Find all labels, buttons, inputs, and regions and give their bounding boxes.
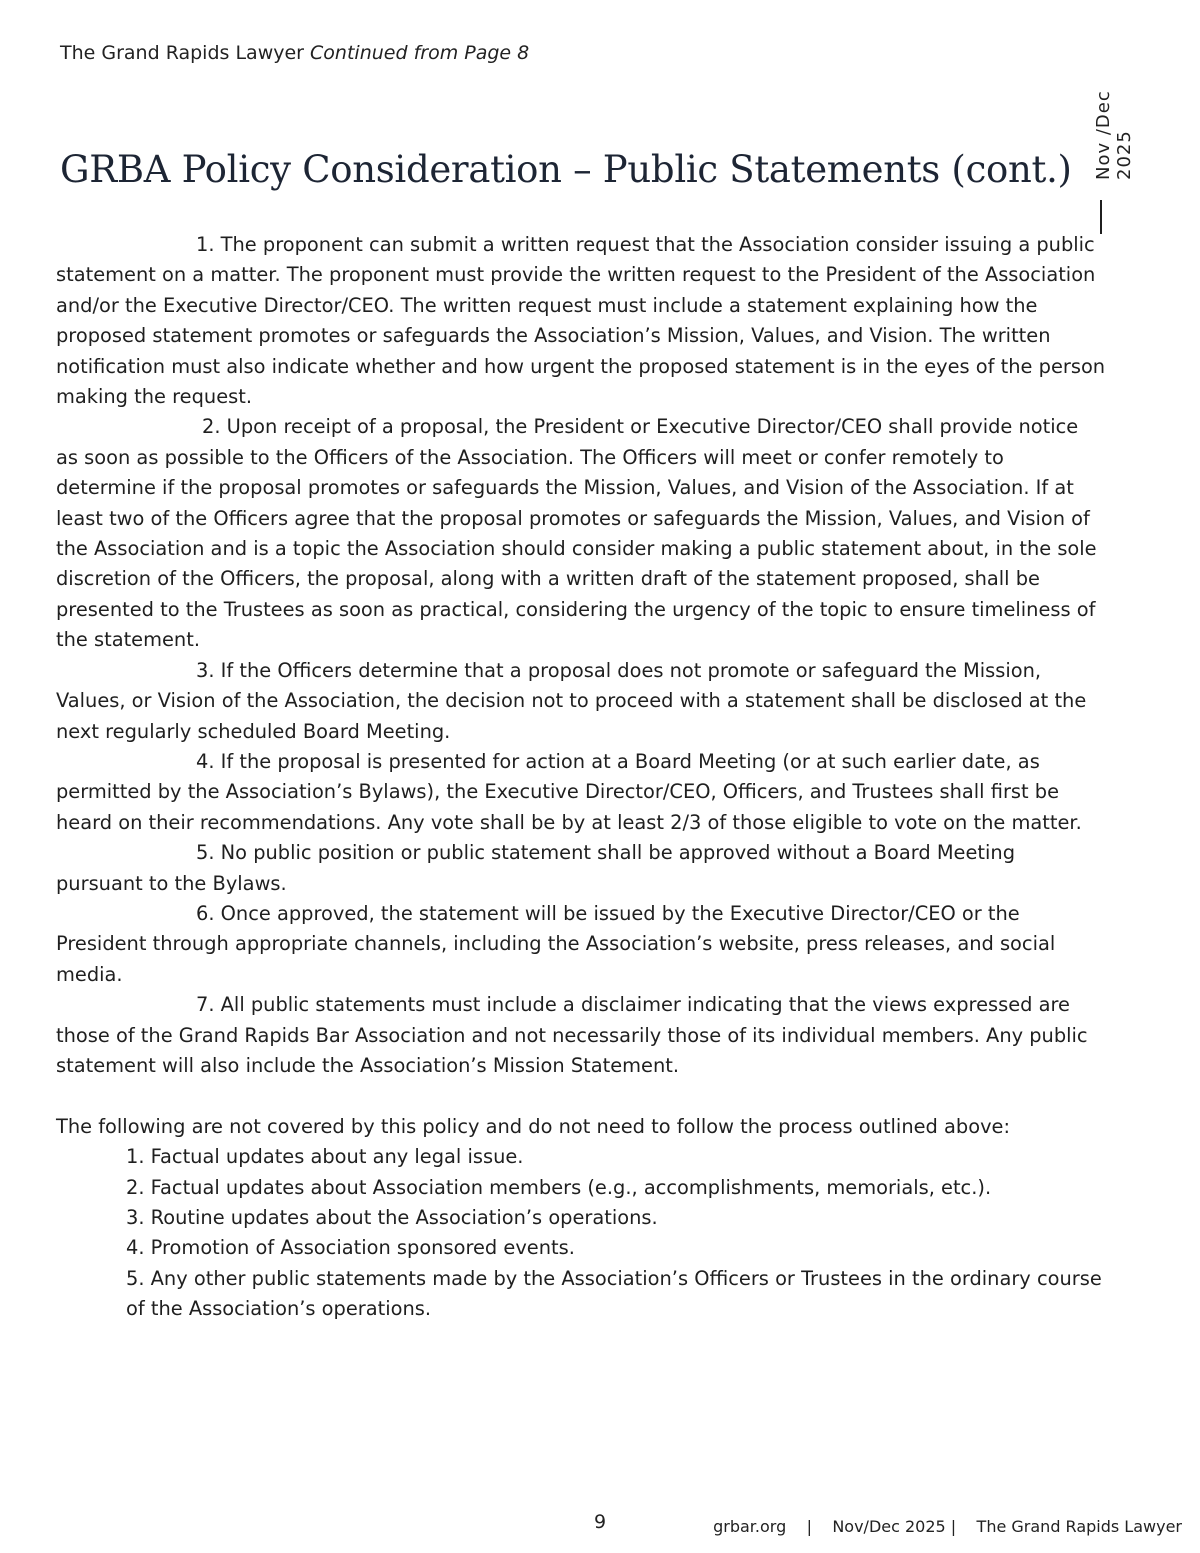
policy-paragraph-1: 1. The proponent can submit a written request that the Association consider issuing a public statement on a matter. The proponent must provide the written request to the President of the Association and/or the Executive Director/CEO. The written request must include a statement explaining how the proposed statement promotes or safeguards the Association’s Mission, Values, and Vision. The written notification must also indicate whether and how urgent the proposed statement is in the eyes of the person making the request.: [56, 233, 1106, 409]
exclusions-intro: The following are not covered by this policy and do not need to follow the process outlined above:: [56, 1114, 1011, 1138]
policy-paragraph-5: 5. No public position or public statement shall be approved without a Board Meeting pursuant to the Bylaws.: [56, 841, 1016, 895]
policy-paragraph-7: 7. All public statements must include a disclaimer indicating that the views expressed are those of the Grand Rapids Bar Association and not necessarily those of its individual members. Any public statement will also include the Association’s Mission Statement.: [56, 993, 1088, 1077]
article-title: GRBA Policy Consideration – Public Statements (cont.): [60, 148, 1072, 191]
side-issue-date: Nov /Dec 2025: [1093, 90, 1135, 180]
policy-paragraph-2: 2. Upon receipt of a proposal, the President or Executive Director/CEO shall provide notice as soon as possible to the Officers of the Association. The Officers will meet or confer remotely to determine if the proposal promotes or safeguards the Mission, Values, and Vision of the Association. If at least two of the Officers agree that the proposal promotes or safeguards the Mission, Values, and Vision of the Association and is a topic the Association should consider making a public statement about, in the sole discretion of the Officers, the proposal, along with a written draft of the statement proposed, shall be presented to the Trustees as soon as practical, considering the urgency of the topic to ensure timeliness of the statement.: [56, 415, 1097, 652]
header-continued: Continued from Page 8: [310, 42, 530, 64]
exclusion-item: 5. Any other public statements made by the Association’s Officers or Trustees in the ordinary course of the Association’s operations.: [126, 1266, 1102, 1321]
policy-paragraph-6: 6. Once approved, the statement will be issued by the Executive Director/CEO or the President through appropriate channels, including the Association’s website, press releases, and social media.: [56, 901, 1056, 986]
side-divider: [1100, 200, 1102, 234]
footer-info: grbar.org | Nov/Dec 2025 | The Grand Rapids Lawyer: [713, 1517, 1182, 1536]
exclusions-list: [56, 1142, 1106, 1324]
policy-paragraph-4: 4. If the proposal is presented for action at a Board Meeting (or at such earlier date, as permitted by the Association’s Bylaws), the Executive Director/CEO, Officers, and Trustees shall first be heard on their recommendations. Any vote shall be by at least 2/3 of those eligible to vote on the matter.: [56, 749, 1082, 834]
page-number: 9: [594, 1511, 607, 1533]
policy-paragraph-3: 3. If the Officers determine that a proposal does not promote or safeguard the Mission, Values, or Vision of the Association, the decision not to proceed with a statement shall be disclosed at the next regularly scheduled Board Meeting.: [56, 658, 1087, 743]
footer-site: grbar.org: [713, 1517, 787, 1536]
paragraph-spacer: [56, 1081, 1106, 1111]
footer-date: Nov/Dec 2025: [832, 1517, 946, 1536]
exclusion-item: 4. Promotion of Association sponsored events.: [126, 1236, 575, 1260]
exclusion-item: 2. Factual updates about Association members (e.g., accomplishments, memorials, etc.).: [126, 1175, 992, 1199]
exclusion-item: 1. Factual updates about any legal issue.: [126, 1145, 524, 1169]
running-header: [60, 42, 529, 64]
footer-publication: The Grand Rapids Lawyer: [976, 1517, 1182, 1536]
article-body: [56, 230, 1106, 1325]
exclusion-item: 3. Routine updates about the Association’s operations.: [126, 1205, 658, 1229]
header-publication: The Grand Rapids Lawyer: [60, 42, 304, 64]
